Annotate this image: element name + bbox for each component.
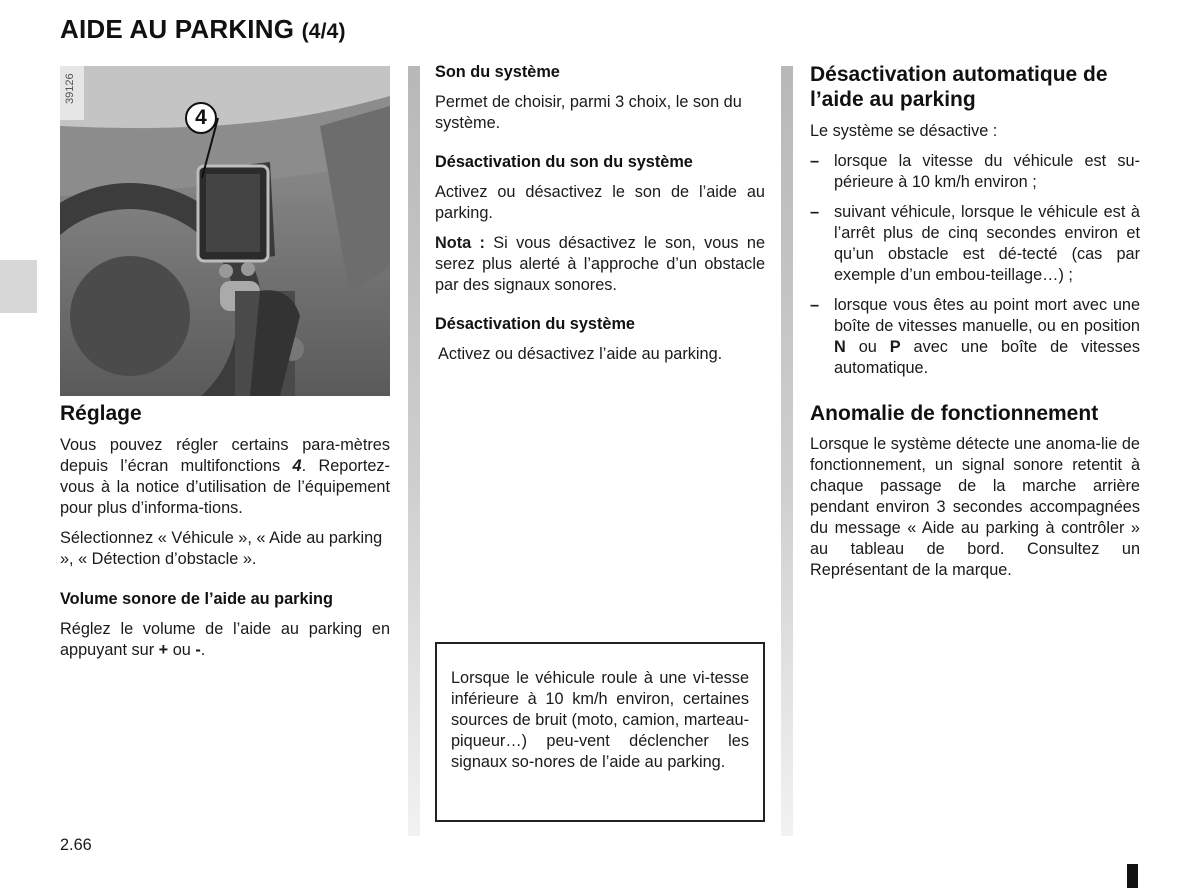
screen-reference: 4 [292,457,302,475]
reglage-selection: Sélectionnez « Véhicule », « Aide au parking », « Détection d’obstacle ». [60,529,383,568]
info-box [435,642,765,822]
dashboard-drawing [60,66,390,396]
auto-desact-intro: Le système se désactive : [810,122,998,140]
desact-sys-heading: Désactivation du système [435,315,635,333]
column-divider-left [408,66,420,836]
column-divider-right [781,66,793,836]
anomalie-heading: Anomalie de fonctionnement [810,402,1099,425]
desact-sys-paragraph: Activez ou désactivez l’aide au parking. [438,345,723,363]
corner-mark [1127,864,1138,888]
info-box-text: Lorsque le véhicule roule à une vi-tesse inférieure à 10 km/h environ, certaines sources de bruit (moto, camion, marteau-piqueur…) peu-vent déclencher les signaux so-nores de l’aide au parking. [451,669,749,771]
figure-code: 39126 [64,73,76,104]
reglage-heading: Réglage [60,402,142,425]
son-heading: Son du système [435,63,560,81]
auto-desact-heading: Désactivation automatique de l’aide au parking [810,63,1108,111]
list-item: – lorsque vous êtes au point mort avec une boîte de vitesses manuelle, ou en position N ou P avec une boîte de vitesses automatique. [810,296,1140,377]
dashboard-illustration [60,66,390,396]
page-subtitle: (4/4) [301,20,346,43]
list-item: – suivant véhicule, lorsque le véhicule est à l’arrêt plus de cinq secondes environ et qu’un obstacle est dé-tecté (cas par exemple d’un embou-teillage…) ; [810,203,1140,284]
middle-column [435,62,765,365]
right-column [810,62,1140,581]
desact-son-heading: Désactivation du son du système [435,153,693,171]
auto-desact-list [810,151,1140,379]
page-number: 2.66 [60,836,92,854]
chapter-tab [0,260,37,313]
callout-marker: 4 [185,102,217,134]
reglage-paragraph: Vous pouvez régler certains para-mètres depuis l’écran multifonctions 4. Reportez-vous à la notice d’utilisation de l’équipement pour plus d’informa-tions. [60,436,390,517]
desact-son-paragraph: Activez ou désactivez le son de l’aide au parking. [435,183,765,222]
son-paragraph: Permet de choisir, parmi 3 choix, le son du système. [435,93,742,132]
volume-heading: Volume sonore de l’aide au parking [60,590,333,608]
left-column [60,401,390,661]
anomalie-paragraph: Lorsque le système détecte une anoma-lie de fonctionnement, un signal sonore retentit à chaque passage de la marche arrière pendant environ 3 secondes accompagnées du message « Aide au parking à contrôler » au tableau de bord. Consultez un Représentant de la marque. [810,435,1140,579]
volume-paragraph: Réglez le volume de l’aide au parking en appuyant sur + ou -. [60,620,390,659]
figure-code-strip [60,66,84,120]
nota-paragraph: Nota : Si vous désactivez le son, vous ne serez plus alerté à l’approche d’un obstacle par des signaux sonores. [435,234,765,294]
page-title: AIDE AU PARKING (4/4) [60,14,346,44]
list-item: – lorsque la vitesse du véhicule est su-périeure à 10 km/h environ ; [810,152,1140,191]
